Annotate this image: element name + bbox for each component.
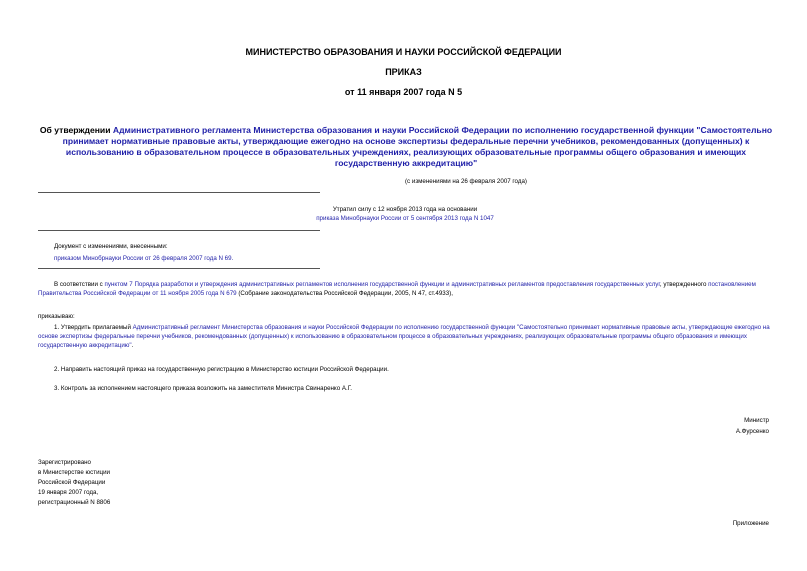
- registration-block: [38, 458, 110, 508]
- signatory-name: А.Фурсенко: [735, 427, 769, 435]
- changes-order-link[interactable]: приказом Минобрнауки России от 26 февраля 2007 года N 69.: [54, 255, 234, 262]
- divider: [38, 230, 320, 231]
- divider: [38, 268, 320, 269]
- item-text: .: [131, 342, 134, 350]
- preamble-text: , утвержденного: [659, 281, 709, 288]
- preamble-text: В соответствии с: [54, 281, 105, 288]
- registration-line: регистрационный N 8806: [38, 499, 111, 506]
- date-number-heading: от 11 января 2007 года N 5: [344, 87, 463, 97]
- changes-label: Документ с изменениями, внесенными:: [54, 243, 168, 250]
- divider: [38, 192, 320, 193]
- order-word: приказываю:: [38, 313, 75, 320]
- doc-type-heading: ПРИКАЗ: [385, 67, 422, 77]
- preamble-paragraph: [38, 280, 770, 298]
- government-decree-link[interactable]: постановлением Правительства Российской Федерации от 11 ноября 2005 года N 679: [38, 281, 756, 298]
- document-title: [38, 125, 774, 169]
- signature-block: [736, 416, 769, 437]
- title-regulation-link[interactable]: Административного регламента Министерства образования и науки Российской Федерации по исполнению государственной функции "Самостоятельно принимает нормативные правовые акты, утверждающие ежегодно на основе экспертизы федеральные перечни учебников, рекомендованных (допущенных) к использованию в образовательном процессе в образовательных учреждениях, реализующих образовательные программы общего образования и имеющих государственную аккредитацию": [62, 125, 773, 168]
- ministry-heading: МИНИСТЕРСТВО ОБРАЗОВАНИЯ И НАУКИ РОССИЙСКОЙ ФЕДЕРАЦИИ: [245, 47, 562, 57]
- amendment-note: (с изменениями на 26 февраля 2007 года): [405, 178, 527, 185]
- regulation-link[interactable]: Административный регламент Министерства образования и науки Российской Федерации по исполнению государственной функции "Самостоятельно принимает нормативные правовые акты, утверждающие ежегодно на основе экспертизы федеральные перечни учебников, рекомендованных (допущенных) к использованию в образовательном процессе в образовательных учреждениях, реализующих образовательные программы общего образования и имеющих государственную аккредитацию": [38, 324, 770, 350]
- signatory-position: Министр: [744, 417, 769, 424]
- registration-line: Зарегистрировано: [38, 459, 91, 466]
- registration-line: 19 января 2007 года,: [38, 489, 99, 496]
- appendix-label: Приложение: [732, 520, 769, 527]
- title-prefix: Об утверждении: [39, 125, 113, 135]
- order-item-2: 2. Направить настоящий приказ на государственную регистрацию в Министерство юстиции Российской Федерации.: [54, 366, 389, 373]
- order-item-1: [38, 323, 770, 350]
- registration-line: Российской Федерации: [38, 479, 106, 486]
- expired-notice: [220, 205, 590, 223]
- expired-order-link[interactable]: приказа Минобрнауки России от 5 сентября 2013 года N 1047: [316, 215, 494, 223]
- order-item-3: 3. Контроль за исполнением настоящего приказа возложить на заместителя Министра Свинаренко А.Г.: [54, 385, 353, 392]
- item-text: 1. Утвердить прилагаемый: [54, 324, 133, 331]
- registration-line: в Министерстве юстиции: [38, 469, 111, 476]
- expired-line: Утратил силу с 12 ноября 2013 года на основании: [332, 206, 478, 213]
- changes-block: [54, 241, 233, 265]
- preamble-text: (Собрание законодательства Российской Федерации, 2005, N 47, ст.4933),: [236, 290, 453, 298]
- procedure-link[interactable]: пунктом 7 Порядка разработки и утверждения административных регламентов исполнения государственной функции и административных регламентов предоставления государственных услуг: [104, 281, 660, 288]
